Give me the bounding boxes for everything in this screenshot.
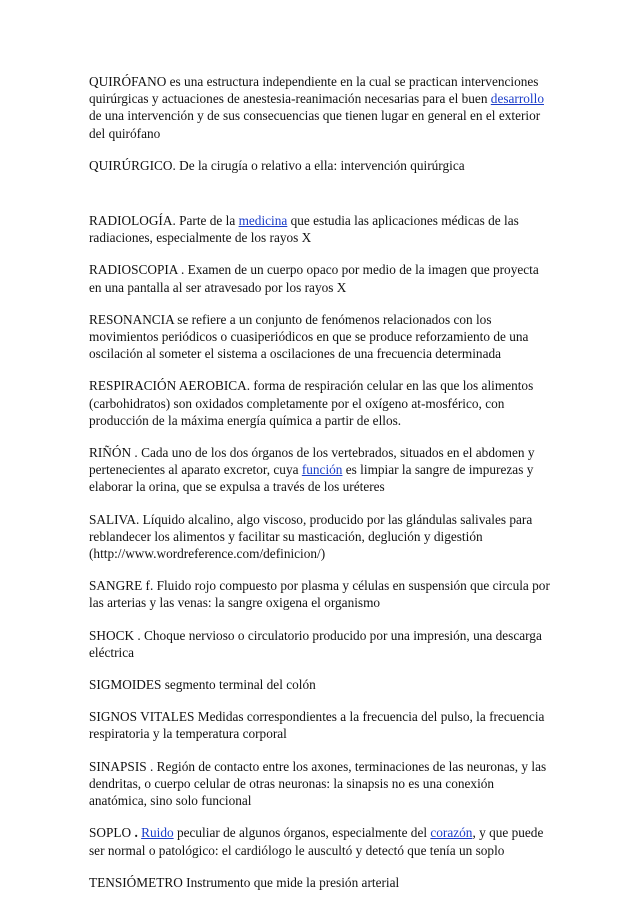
entry-rinon-text-end: es limpiar la sangre de impurezas y elaborar la orina, que se expulsa a través de los uréteres <box>89 462 534 495</box>
entry-sangre: SANGRE f. Fluido rojo compuesto por plasma y células en suspensión que circula por las arterias y las venas: la sangre oxigena el organismo <box>89 578 550 611</box>
entry-quirofano-text-end: de una intervención y de sus consecuencias que tienen lugar en general en el exterior del quirófano <box>89 108 541 141</box>
entry-soplo-text: peculiar de algunos órganos, especialmente del <box>173 825 431 841</box>
link-funcion[interactable]: función <box>301 462 343 478</box>
entry-radiologia-text-end: que estudia las aplicaciones médicas de las radiaciones, especialmente de los rayos X <box>89 213 519 246</box>
entry-radioscopia: RADIOSCOPIA . Examen de un cuerpo opaco por medio de la imagen que proyecta en una pantalla al ser atravesado por los rayos X <box>89 262 539 295</box>
entry-soplo-text-end: , y que puede ser normal o patológico: el cardiólogo le auscultó y detectó que tenía un soplo <box>89 825 544 858</box>
entry-radiologia-text: RADIOLOGÍA. Parte de la <box>89 213 239 229</box>
link-ruido[interactable]: Ruido <box>141 825 174 841</box>
entry-soplo <box>89 824 554 858</box>
entry-respiracion-aerobica: RESPIRACIÓN AEROBICA. forma de respiración celular en las que los alimentos (carbohidratos) son oxidados completamente por el oxígeno at-mosférico, con producción de la máxima energía química a partir de ellos. <box>89 378 534 428</box>
link-desarrollo[interactable]: desarrollo <box>490 91 544 107</box>
entry-soplo-term: SOPLO <box>89 825 132 841</box>
entry-resonancia: RESONANCIA se refiere a un conjunto de fenómenos relacionados con los movimientos periódicos o cuasiperiódicos en que se produce reforzamiento de una oscilación al someter el sistema a oscilaciones de una frecuencia determinada <box>89 311 529 362</box>
entry-radiologia <box>89 212 554 246</box>
entry-saliva: SALIVA. Líquido alcalino, algo viscoso, producido por las glándulas salivales para reblandecer los alimentos y facilitar su masticación, deglución y digestión (http://www.wordreference.com/definicion/) <box>89 511 533 562</box>
document-page <box>89 73 554 906</box>
link-medicina[interactable]: medicina <box>238 213 288 229</box>
link-corazon[interactable]: corazón <box>430 825 473 841</box>
entry-sigmoides: SIGMOIDES segmento terminal del colón <box>89 677 316 693</box>
entry-sinapsis: SINAPSIS . Región de contacto entre los axones, terminaciones de las neuronas, y las dendritas, o cuerpo celular de otras neuronas: la sinapsis no es una conexión anatómica, sino solo funcional <box>89 758 547 809</box>
entry-rinon <box>89 444 554 496</box>
entry-quirofano-text: QUIRÓFANO es una estructura independiente en la cual se practican intervenciones quirúrgicas y actuaciones de anestesia-reanimación necesarias para el buen <box>89 74 539 107</box>
entry-quirofano <box>89 73 554 142</box>
entry-soplo-separator: . <box>131 825 142 841</box>
entry-quirurgico: QUIRÚRGICO. De la cirugía o relativo a ella: intervención quirúrgica <box>89 157 465 173</box>
entry-signos-vitales: SIGNOS VITALES Medidas correspondientes a la frecuencia del pulso, la frecuencia respiratoria y la temperatura corporal <box>89 709 545 742</box>
entry-shock: SHOCK . Choque nervioso o circulatorio producido por una impresión, una descarga eléctrica <box>89 627 542 660</box>
entry-rinon-text: RIÑÓN . Cada uno de los dos órganos de los vertebrados, situados en el abdomen y pertenecientes al aparato excretor, cuya <box>89 445 535 478</box>
entry-tensiometro: TENSIÓMETRO Instrumento que mide la presión arterial <box>89 874 400 890</box>
